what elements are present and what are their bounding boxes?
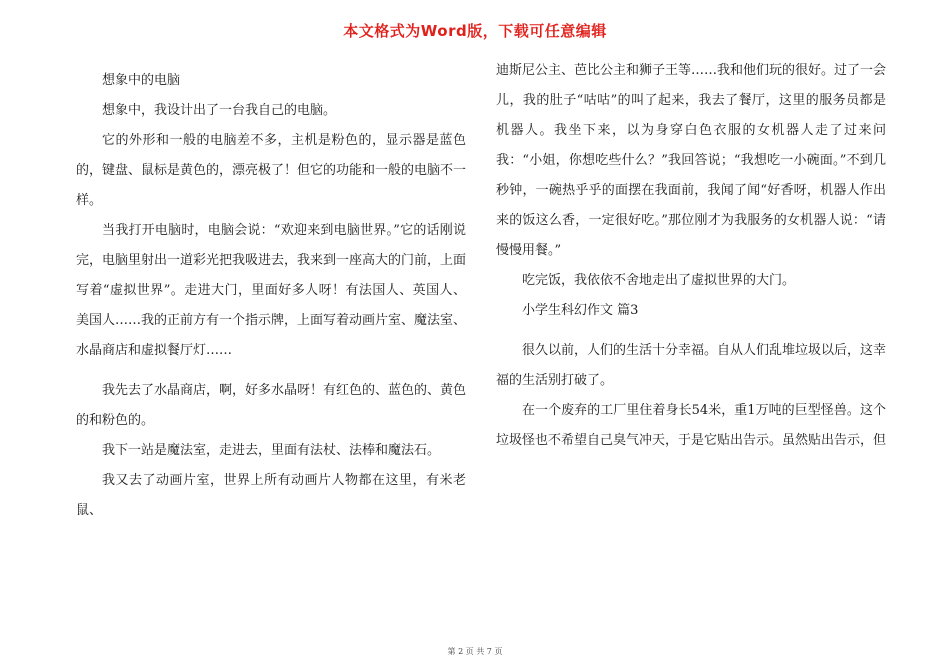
paragraph: 想象中，我设计出了一台我自己的电脑。	[102, 103, 337, 118]
page-number: 第 2 页 共 7 页	[447, 647, 503, 656]
paragraph: 我先去了水晶商店，啊，好多水晶呀！有红色的、蓝色的、黄色的和粉色的。	[76, 383, 467, 428]
paragraph: 很久以前，人们的生活十分幸福。自从人们乱堆垃圾以后，这幸福的生活别打破了。	[496, 343, 887, 388]
left-column	[76, 56, 466, 526]
paragraph: 它的外形和一般的电脑差不多，主机是粉色的，显示器是蓝色的，键盘、鼠标是黄色的，漂亮极了！但它的功能和一般的电脑不一样。	[76, 133, 467, 208]
paragraph: 在一个废弃的工厂里住着身长54米，重1万吨的巨型怪兽。这个垃圾怪也不希望自己臭气冲天，于是它贴出告示。虽然贴出告示，但	[496, 403, 887, 448]
word-format-banner: 本文格式为Word版，下载可任意编辑	[343, 22, 607, 40]
paragraph: 我下一站是魔法室，走进去，里面有法杖、法棒和魔法石。	[102, 443, 441, 458]
paragraph: 我又去了动画片室，世界上所有动画片人物都在这里，有米老鼠、	[76, 473, 466, 518]
essay-title: 想象中的电脑	[102, 73, 181, 88]
paragraph: 吃完饭，我依依不舍地走出了虚拟世界的大门。	[522, 273, 796, 288]
paragraph: 当我打开电脑时，电脑会说：“欢迎来到电脑世界。”它的话刚说完，电脑里射出一道彩光把我吸进去，我来到一座高大的门前，上面写着“虚拟世界”。走进大门，里面好多人呀！有法国人、英国人、美国人……我的正前方有一个指示牌，上面写着动画片室、魔法室、水晶商店和虚拟餐厅灯……	[76, 223, 467, 358]
essay-heading: 小学生科幻作文 篇3	[522, 303, 639, 318]
paragraph: 迪斯尼公主、芭比公主和狮子王等……我和他们玩的很好。过了一会儿，我的肚子“咕咕”的叫了起来，我去了餐厅，这里的服务员都是机器人。我坐下来，以为身穿白色衣服的女机器人走了过来问我：“小姐，你想吃些什么？”我回答说；“我想吃一小碗面。”不到几秒钟，一碗热乎乎的面摆在我面前，我闻了闻“好香呀，机器人作出来的饭这么香，一定很好吃。”那位刚才为我服务的女机器人说：“请慢慢用餐。”	[496, 63, 887, 258]
right-column	[496, 56, 886, 456]
